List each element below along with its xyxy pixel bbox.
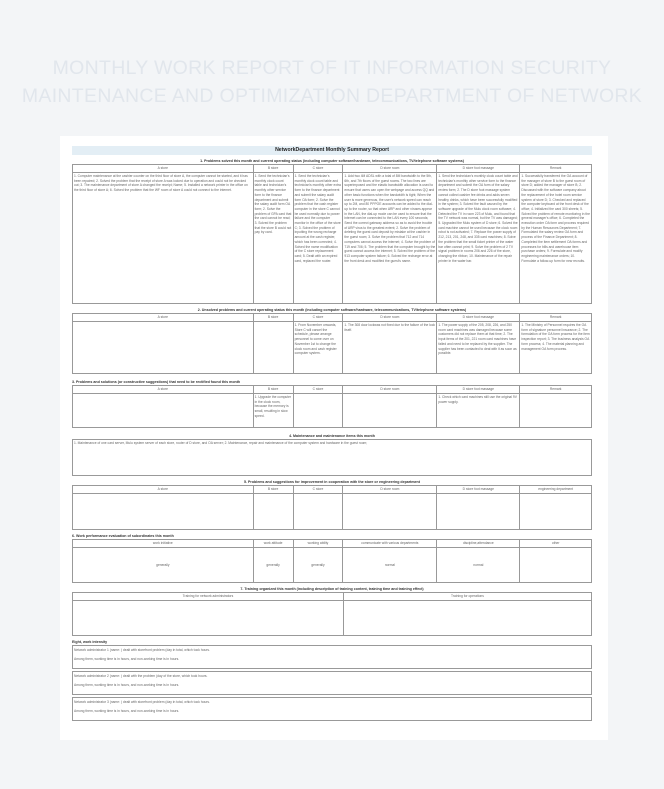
rating-cell: normal bbox=[343, 548, 437, 583]
column-header: B store bbox=[253, 486, 293, 494]
table-cell bbox=[73, 322, 254, 374]
column-header: engineering department bbox=[520, 486, 592, 494]
column-header: D store room bbox=[343, 314, 437, 322]
column-header: C store bbox=[293, 165, 343, 173]
maintenance-items: 1. Maintenance of one card server, Mulu system server of each store, router of D store, and OA server; 2. Maintenance, repair and maintenance of the computer system and hardware in the guest room; bbox=[72, 439, 592, 476]
section-5-table bbox=[72, 485, 592, 530]
section-6-table bbox=[72, 539, 592, 583]
column-header: A store bbox=[73, 486, 254, 494]
section-7-heading: 7. Training organized this month (including description of training content, training time and training effect) bbox=[240, 587, 424, 591]
table-cell: 1. Check which card machines still use the original 9V power supply. bbox=[437, 394, 520, 428]
column-header: Training for network administrators bbox=[73, 593, 344, 601]
column-header: D store foot massage bbox=[437, 386, 520, 394]
table-cell: 1. Send the technician's monthly clock count table and technician's monthly other service form to the finance department and submit the OA form of the salary review form; 2. The D store foot massage system cannot collect cashier fee drinks and adds seven healthy drinks, which have been successfully modified in the system; 3. Solved the fault caused by the software upgrade of the Mulu clock room software; 4. Detected the TV in room 223 of Mulu, and found that the TV network was normal, but the TV was damaged; 5. Upgraded the Mulu system of D store; 6. Solved the card machine cannot be used because the clock room robot is not activated; 7. Replace the power supply of 212, 213, 201, 248, and 335 card machines; 8. Solve the problem that the small ticket printer of the water bar often cannot print; 9. Solve the problem of 2 TV signal problem in rooms 206 and 226 of the store, changing the ribbon; 10. Maintenance of the repair printer in the water bar. bbox=[437, 173, 520, 304]
intensity-line: Among them, working time is in hours, and non-working time is in hours. bbox=[74, 657, 180, 661]
table-cell bbox=[437, 494, 520, 530]
page-title-line-2: MAINTENANCE AND OPTIMIZATION DEPARTMENT OF NETWORK bbox=[21, 85, 643, 107]
rating-cell: generally bbox=[293, 548, 343, 583]
document-sheet bbox=[60, 136, 608, 740]
intensity-line: Among them, working time is in hours, and non-working time is in hours. bbox=[74, 709, 180, 713]
report-title: NetworkDepartment Monthly Summary Report bbox=[72, 146, 592, 155]
section-5-heading: 5. Problems and suggestions for improvement in cooperation with the store or engineering department bbox=[244, 480, 420, 484]
column-header: D store foot massage bbox=[437, 165, 520, 173]
column-header: Remark bbox=[520, 386, 592, 394]
column-header: other bbox=[520, 540, 592, 548]
column-header: working ability bbox=[293, 540, 343, 548]
rating-cell: normal bbox=[437, 548, 520, 583]
table-cell bbox=[520, 394, 592, 428]
column-header: Remark bbox=[520, 314, 592, 322]
table-cell: 1. The Ministry of Personnel requires the OA form of signature personnel insurance; 2. The formulation of the OA form process for the item inspection report; 3. The business analysis OA form process; 4. The material planning and management OA form process. bbox=[520, 322, 592, 374]
section-2-table bbox=[72, 313, 592, 374]
column-header: C store bbox=[293, 386, 343, 394]
rating-cell bbox=[520, 548, 592, 583]
table-cell: 1. Send the technician's monthly clock count table and technician's monthly other extra form to the finance department and submit the salary audit form OA form; 2. Solve the problem that the cash register computer in the store C cannot be used normally due to power failure and the computer monitor in the office of the store C; 3. Solved the problem of inputting the wrong recharge amount at the cash register, which has been corrected; 4. Solved the name modification of the C store replacement card; 5. Dealt with an expired card, replaced the router. bbox=[293, 173, 343, 304]
table-cell: 1. The 308 door lockwas not fixed due to the failure of the lock itself. bbox=[343, 322, 437, 374]
column-header: work initiative bbox=[73, 540, 254, 548]
intensity-row bbox=[72, 697, 592, 721]
column-header: B store bbox=[253, 314, 293, 322]
section-1-heading: 1. Problems solved this month and current operating status (including computer software/hardware, telecommunications, TV/telephone software systems) bbox=[200, 159, 464, 163]
column-header: work attitude bbox=[253, 540, 293, 548]
rating-cell: generally bbox=[253, 548, 293, 583]
table-cell bbox=[253, 494, 293, 530]
table-cell bbox=[293, 394, 343, 428]
column-header: B store bbox=[253, 386, 293, 394]
table-cell bbox=[73, 394, 254, 428]
column-header: C store bbox=[293, 486, 343, 494]
page-title-line-1: MONTHLY WORK REPORT OF IT INFORMATION SECURITY bbox=[52, 57, 612, 79]
column-header: Remark bbox=[520, 165, 592, 173]
table-cell bbox=[293, 494, 343, 530]
table-cell: 1. From November onwards, Store C will cancel the schedule, please arrange personnel to come over on November 1st to change the clock room and cash register computer system. bbox=[293, 322, 343, 374]
section-6-heading: 6. Work performance evaluation of subordinates this month bbox=[72, 534, 174, 538]
column-header: D store room bbox=[343, 486, 437, 494]
column-header: A store bbox=[73, 314, 254, 322]
column-header: discipline,attendance bbox=[437, 540, 520, 548]
section-8-heading: Eight, work intensity bbox=[72, 640, 108, 644]
column-header: D store foot massage bbox=[437, 486, 520, 494]
table-cell: 1. Add two 4M ADSL with a total of 8M bandwidth to the 5th, 6th, and 7th floors of the guest rooms. The two lines are superimposed and the elastic bandwidth allocation is used to ensure that users can open the webpage and access QQ and other basic functions when the bandwidth is tight; When the user is more generous, the user's network speed can reach up to 2M, and 80 PPPOE accounts can be added to the dial-up to the router, so that when ARP and other viruses appear in the LAN, the dial-up mode can be used to ensure that the internet can be connected to the LAN every 100 seconds; Send the correct gateway address so as to avoid the trouble of ARP virus to the greatest extent; 2. Solve the problem of deleting the guest card deposit by mistake at the cashier in the guest room; 3. Solve the problem that 712 and 714 computers cannot access the internet; 4. Solve the problem of 719 and 706; 5. The problem that the computer brought by the guest cannot access the internet; 5. Solved the problem of the 913 computer system failure; 6. Solved the recharge error at the front desk and modified the guest's name. bbox=[343, 173, 437, 304]
column-header: A store bbox=[73, 165, 254, 173]
table-cell bbox=[73, 494, 254, 530]
intensity-line: Among them, working time is in hours, and non-working time is in hours. bbox=[74, 683, 180, 687]
column-header: D store foot massage bbox=[437, 314, 520, 322]
table-cell: 1. Computer maintenance at the cashier counter on the third floor of store A, the computer cannot be started, and it has been repaired; 2. Solved the problem that the receipt of store A was locked due to operation and could not be checked out; 3. The maintenance department of store A changed the receipt; Name; 5. Installed a network printer in the office on the third floor of store A; 6. Solved the problem that the WF room of store A could not connect to the internet. bbox=[73, 173, 254, 304]
table-cell: 1. Upgrade the computer in the clock room, because the memory is small, resulting in slow speed. bbox=[253, 394, 293, 428]
section-3-table bbox=[72, 385, 592, 428]
intensity-line: Network administrator 2 (name: ) dealt with the problem (day of the store, which took hours. bbox=[74, 674, 208, 678]
table-cell: 1. Successfully transferred the OA account of the manager of store B to the guest room of store D; added the manager of store B; 2. Discussed with the software company about the replacement of the hotel room service system of store D; 3. Checked and replaced the computer keyboard at the front desk of the office; 4. Initialized the card 300 sheets; 5. Solved the problem of remote monitoring in the general manager's office; 6. Completed the execution order OA form and process required by the Human Resources Department; 7. Formulated the salary review OA form and process of the Finance Department; 8. Completed the item settlement OA forms and processes for bills and warehouse item purchase orders; 9. Formulate and modify engineering maintenance orders; 10. Formulate a follow-up form for new recruits. bbox=[520, 173, 592, 304]
column-header: Training for operations bbox=[343, 593, 591, 601]
intensity-line: Network administrator 3 (name: ) dealt with storefront problem (day in total, which took hours. bbox=[74, 700, 210, 704]
column-header: D store room bbox=[343, 386, 437, 394]
table-cell: 1. Send the technician's monthly clock count table and technician's monthly other service form to the finance department and submit the salary audit form OA form; 2. Solve the problem of GPA card that the card cannot be read; 3. Solved the problem that the store B could not pay by card. bbox=[253, 173, 293, 304]
column-header: D store room bbox=[343, 165, 437, 173]
table-cell bbox=[343, 494, 437, 530]
intensity-line: Network administrator 1 (name: ) dealt with storefront problem (day in total, which took hours. bbox=[74, 648, 210, 652]
column-header: A store bbox=[73, 386, 254, 394]
table-cell bbox=[253, 322, 293, 374]
intensity-row bbox=[72, 671, 592, 695]
intensity-row bbox=[72, 645, 592, 669]
column-header: B store bbox=[253, 165, 293, 173]
table-cell bbox=[343, 601, 591, 636]
table-cell bbox=[343, 394, 437, 428]
section-3-heading: 3. Problems and solutions (or constructive suggestions) that need to be rectified found this month bbox=[72, 380, 241, 384]
section-7-table bbox=[72, 592, 592, 636]
rating-cell: generally bbox=[73, 548, 254, 583]
table-cell bbox=[520, 494, 592, 530]
table-cell bbox=[73, 601, 344, 636]
section-2-heading: 2. Unsolved problems and current operating status this month (including computer software/hardware, telecommunications, TV/telephone software systems) bbox=[197, 308, 467, 312]
column-header: communicate with various departments bbox=[343, 540, 437, 548]
section-4-heading: 4. Maintenance and maintenance items this month bbox=[289, 434, 375, 438]
table-cell: 1. The power supply of the 205, 208, 226, and 250 room card machines was damaged because some customers did not replace them at that time; 2. The input items of the 201, 221 room card machines have failed and need to be replaced by the supplier. The supplier has been contacted to deal with it as soon as possible. bbox=[437, 322, 520, 374]
section-1-table bbox=[72, 164, 592, 304]
column-header: C store bbox=[293, 314, 343, 322]
